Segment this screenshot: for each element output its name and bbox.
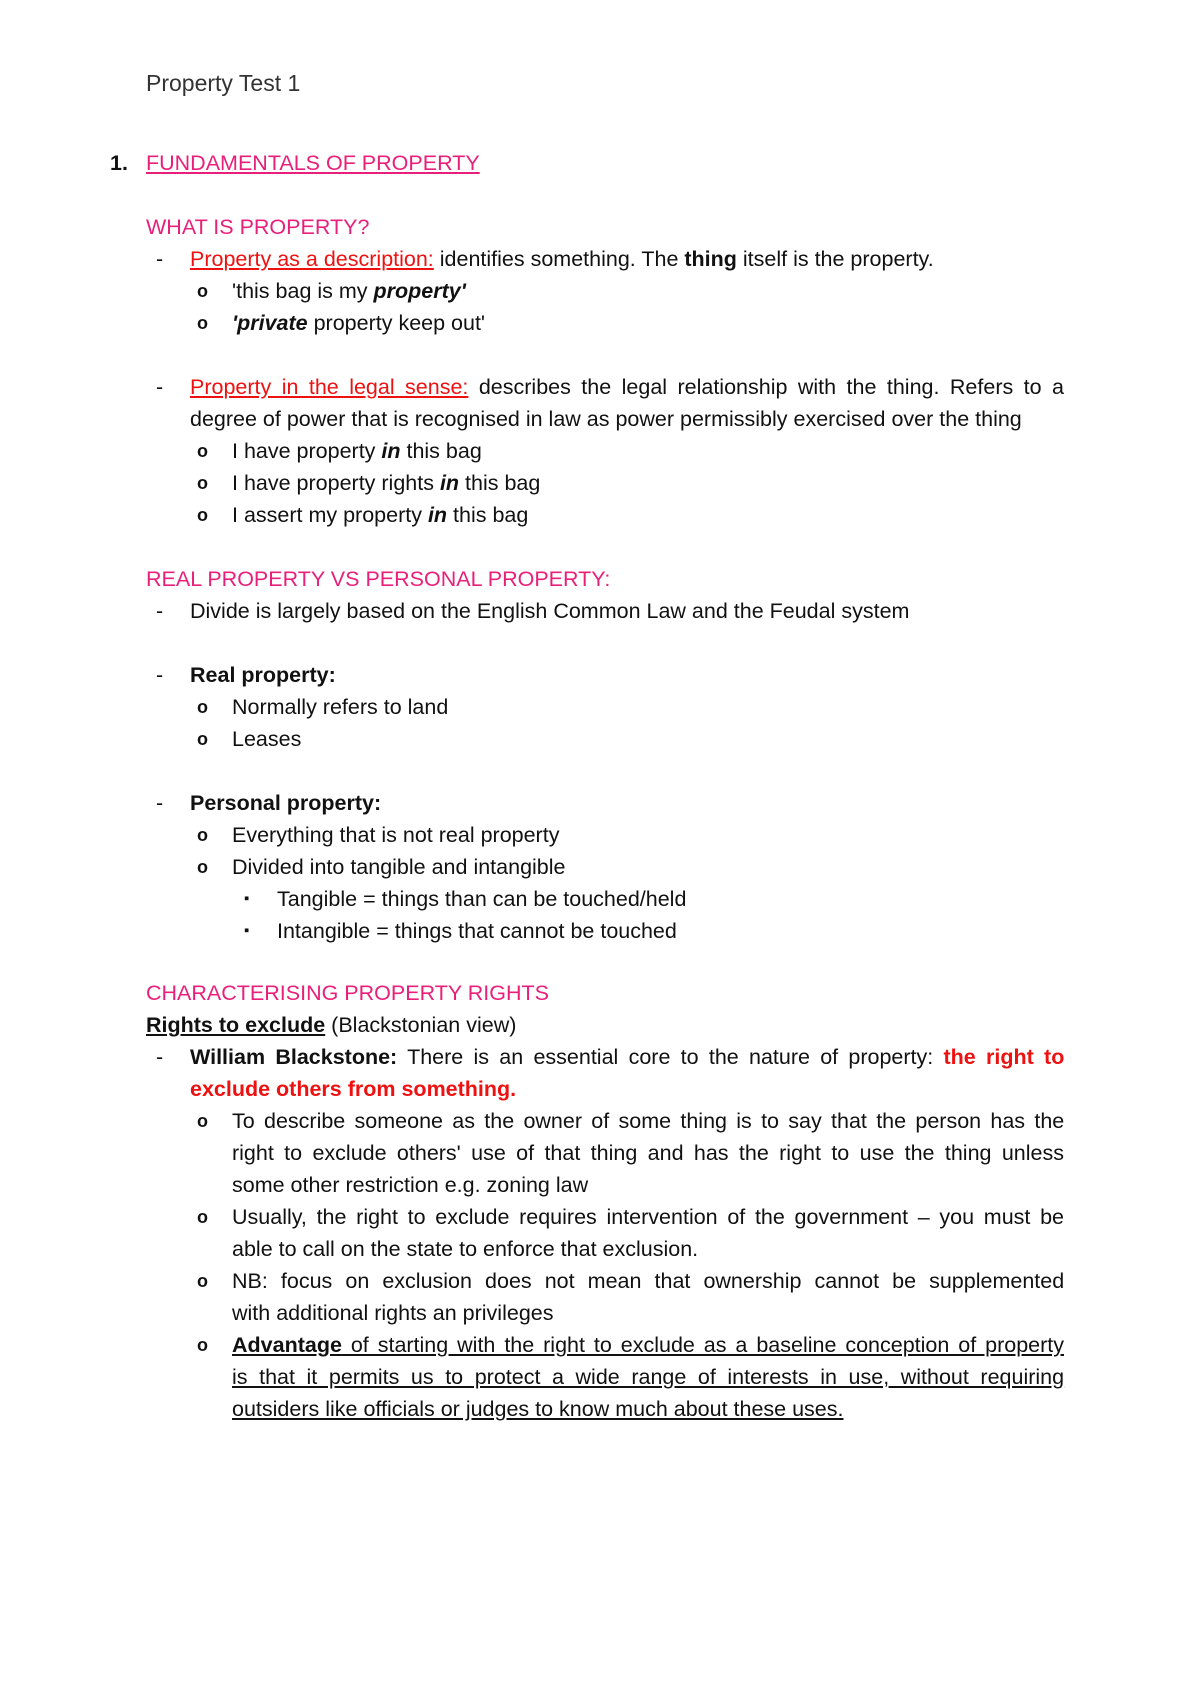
circle-bullet: o [197, 441, 208, 461]
paragraph-line: Divide is largely based on the English Common Law and the Feudal system [190, 599, 910, 623]
paragraph-line: To describe someone as the owner of some thing is to say that the person has the [232, 1109, 1065, 1133]
text-run: (Blackstonian view) [325, 1013, 517, 1037]
text-run: 'this bag is my [232, 279, 374, 303]
text-run: property keep out' [307, 311, 486, 335]
property-description-label: Property as a description: [190, 247, 434, 271]
legal-sense-label: Property in the legal sense: [190, 375, 469, 399]
text-run: in [427, 503, 448, 527]
list-item [232, 438, 482, 464]
text-run: 'private [232, 311, 308, 335]
text-run: itself is the property. [736, 247, 934, 271]
heading-real-vs-personal: REAL PROPERTY VS PERSONAL PROPERTY: [146, 567, 611, 591]
blackstone-emphasis: exclude others from something. [190, 1077, 517, 1101]
blackstone-line [190, 1044, 1064, 1070]
dash-bullet: - [156, 791, 164, 815]
dash-bullet: - [156, 247, 164, 271]
dash-bullet: - [156, 663, 164, 687]
circle-bullet: o [197, 825, 208, 845]
real-property-label: Real property: [190, 663, 336, 687]
text-run: There is an essential core to the nature of property: [397, 1045, 944, 1069]
section-number: 1. [110, 151, 128, 175]
rights-to-exclude-label: Rights to exclude [146, 1013, 326, 1037]
rights-to-exclude-line [146, 1012, 516, 1038]
list-item [232, 278, 466, 304]
list-item: Everything that is not real property [232, 823, 560, 847]
paragraph-line: Usually, the right to exclude requires intervention of the government – you must be [232, 1205, 1064, 1229]
section-title: FUNDAMENTALS OF PROPERTY [146, 151, 480, 175]
text-run: I have property rights [232, 471, 440, 495]
square-bullet: ▪ [244, 922, 250, 939]
text-run: this bag [400, 439, 482, 463]
text-run: I have property [232, 439, 382, 463]
text-run: in [439, 471, 460, 495]
circle-bullet: o [197, 1271, 208, 1291]
blackstone-label: William Blackstone: [190, 1045, 398, 1069]
circle-bullet: o [197, 697, 208, 717]
list-item [232, 502, 528, 528]
list-item: Divided into tangible and intangible [232, 855, 566, 879]
heading-what-is-property: WHAT IS PROPERTY? [146, 215, 370, 239]
list-item: Tangible = things than can be touched/held [277, 887, 687, 911]
heading-characterising: CHARACTERISING PROPERTY RIGHTS [146, 981, 549, 1005]
circle-bullet: o [197, 505, 208, 525]
text-run: this bag [459, 471, 541, 495]
paragraph-line: right to exclude others' use of that thing and has the right to use the thing unless [232, 1141, 1064, 1165]
text-run: the right to [943, 1045, 1065, 1069]
circle-bullet: o [197, 1111, 208, 1131]
list-item: Leases [232, 727, 302, 751]
list-item: Normally refers to land [232, 695, 449, 719]
text-run: of starting with the right to exclude as a baseline conception of property [341, 1333, 1064, 1357]
text-run: property' [373, 279, 466, 303]
paragraph-line: outsiders like officials or judges to know much about these uses. [232, 1397, 844, 1421]
list-item [232, 310, 485, 336]
text-run: thing [684, 247, 737, 271]
advantage-line [232, 1332, 1064, 1358]
page-header: Property Test 1 [146, 70, 301, 96]
personal-property-label: Personal property: [190, 791, 382, 815]
list-item: Intangible = things that cannot be touched [277, 919, 677, 943]
paragraph-line: NB: focus on exclusion does not mean that ownership cannot be supplemented [232, 1269, 1065, 1293]
legal-sense-line [190, 374, 1064, 400]
dash-bullet: - [156, 599, 164, 623]
paragraph-line: some other restriction e.g. zoning law [232, 1173, 589, 1197]
circle-bullet: o [197, 1335, 208, 1355]
circle-bullet: o [197, 281, 208, 301]
advantage-label: Advantage [232, 1333, 342, 1357]
circle-bullet: o [197, 729, 208, 749]
property-description-line [190, 246, 934, 272]
list-item [232, 470, 540, 496]
paragraph-line: is that it permits us to protect a wide range of interests in use, without requiring [232, 1365, 1065, 1389]
text-run: I assert my property [232, 503, 428, 527]
paragraph-line: with additional rights an privileges [232, 1301, 554, 1325]
square-bullet: ▪ [244, 890, 250, 907]
circle-bullet: o [197, 1207, 208, 1227]
paragraph-line: degree of power that is recognised in law as power permissibly exercised over the thing [190, 407, 1022, 431]
circle-bullet: o [197, 473, 208, 493]
circle-bullet: o [197, 857, 208, 877]
dash-bullet: - [156, 375, 164, 399]
dash-bullet: - [156, 1045, 164, 1069]
text-run: describes the legal relationship with the thing. Refers to a [468, 375, 1064, 399]
paragraph-line: able to call on the state to enforce that exclusion. [232, 1237, 699, 1261]
text-run: this bag [447, 503, 529, 527]
text-run: identifies something. The [433, 247, 685, 271]
text-run: in [381, 439, 401, 463]
circle-bullet: o [197, 313, 208, 333]
